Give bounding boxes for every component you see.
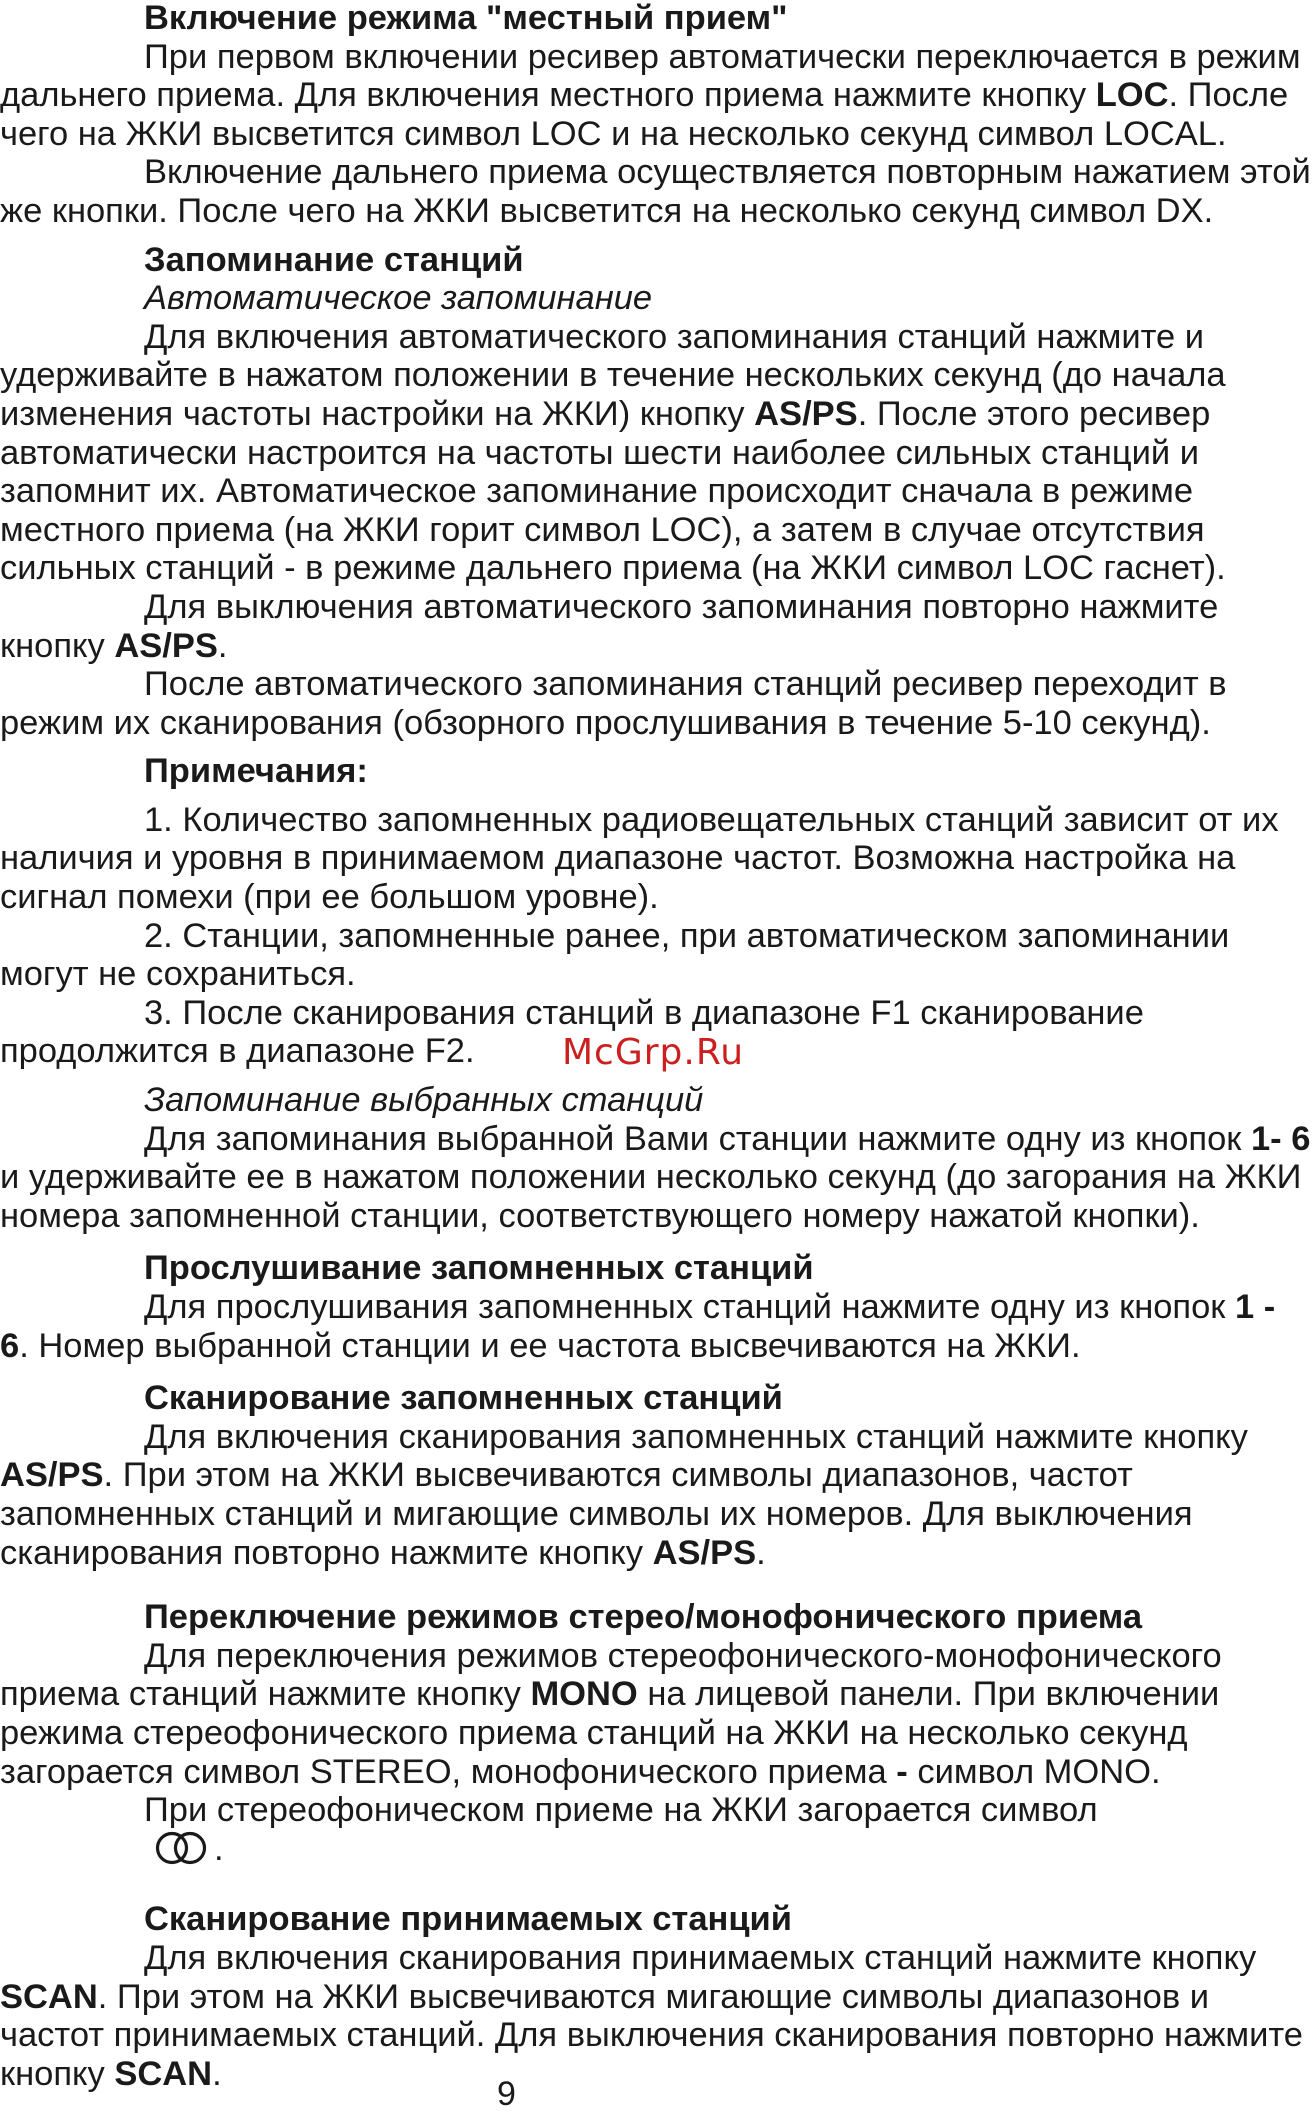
key-scan: SCAN xyxy=(114,2054,213,2093)
note-2: 2. Станции, запомненные ранее, при автоматическом запоминании могут не сохраниться. xyxy=(0,916,1230,994)
paragraph-memory-1: Для включения автоматического запоминания станций нажмите и удерживайте в нажатом положении в течение нескольких секунд (до начала изменения частоты настройки на ЖКИ) кнопку AS/PS. После этого ресивер автоматически настроится на частоты шести наиболее сильных станций и запомнит их. Автоматическое запоминание происходит сначала в режиме местного приема (на ЖКИ горит символ LOC), а затем в случае отсутствия сильных станций - в режиме дальнего приема (на ЖКИ символ LOC гаснет). xyxy=(0,317,1226,588)
paragraph-listen-1: Для прослушивания запомненных станций нажмите одну из кнопок 1 - 6. Номер выбранной станции и ее частота высвечиваются на ЖКИ. xyxy=(0,1288,1276,1365)
heading-scan-stored: Сканирование запомненных станций xyxy=(144,1379,783,1418)
key-mono: MONO xyxy=(530,1675,638,1714)
key-asps: AS/PS xyxy=(114,626,218,665)
page-number: 9 xyxy=(497,2075,516,2113)
heading-station-memory: Запоминание станций xyxy=(144,240,524,279)
stereo-indicator-icon xyxy=(6,1830,214,1875)
key-loc: LOC xyxy=(1095,76,1169,115)
paragraph-scan-stored-1: Для включения сканирования запомненных станций нажмите кнопку AS/PS. При этом на ЖКИ высвечиваются символы диапазонов, частот запомненных станций и мигающие символы их номеров. Для выключения сканирования повторно нажмите кнопку AS/PS. xyxy=(0,1417,1248,1572)
note-1: 1. Количество запомненных радиовещательных станций зависит от их наличия и уровня в принимаемом диапазоне частот. Возможна настройка на сигнал помехи (при ее большом уровне). xyxy=(0,800,1279,917)
key-asps: AS/PS xyxy=(652,1533,757,1572)
subheading-auto-memory: Автоматическое запоминание xyxy=(144,279,653,318)
key-scan: SCAN xyxy=(0,1977,98,2016)
heading-scan-received: Сканирование принимаемых станций xyxy=(144,1900,792,1939)
key-1-6: 1- 6 xyxy=(1250,1119,1311,1158)
key-asps: AS/PS xyxy=(754,394,858,433)
paragraph-local-2: Включение дальнего приема осуществляется повторным нажатием этой же кнопки. После чего на ЖКИ высветится на несколько секунд символ DX. xyxy=(0,153,1311,230)
paragraph-stereo-2: При стереофоническом приеме на ЖКИ загорается символ . xyxy=(0,1791,1313,1874)
key-1-6: 1 - 6 xyxy=(0,1288,1276,1365)
paragraph-memory-3: После автоматического запоминания станций ресивер переходит в режим их сканирования (обзорного прослушивания в течение 5-10 секунд). xyxy=(0,665,1227,742)
subheading-selected-memory: Запоминание выбранных станций xyxy=(144,1081,704,1120)
note-3: 3. После сканирования станций в диапазоне F1 сканирование продолжится в диапазоне F2. xyxy=(0,993,1144,1071)
paragraph-scan-received-1: Для включения сканирования принимаемых станций нажмите кнопку SCAN. При этом на ЖКИ высвечиваются мигающие символы диапазонов и частот принимаемых станций. Для выключения сканирования повторно нажмите кнопку SCAN. xyxy=(0,1938,1303,2093)
watermark: McGrp.Ru xyxy=(562,1032,745,1073)
key-asps: AS/PS xyxy=(0,1456,104,1495)
paragraph-local-1: При первом включении ресивер автоматически переключается в режим дальнего приема. Для включения местного приема нажмите кнопку LOC. После чего на ЖКИ высветится символ LOC и на несколько секунд символ LOCAL. xyxy=(0,37,1301,153)
paragraph-stereo-1: Для переключения режимов стереофонического-монофонического приема станций нажмите кнопку MONO на лицевой панели. При включении режима стереофонического приема станций на ЖКИ на несколько секунд загорается символ STEREO, монофонического приема - символ MONO. xyxy=(0,1636,1222,1791)
heading-stereo-mono: Переключение режимов стерео/монофонического приема xyxy=(144,1598,1143,1637)
heading-notes: Примечания: xyxy=(144,752,368,791)
paragraph-memory-4: Для запоминания выбранной Вами станции нажмите одну из кнопок 1- 6 и удерживайте ее в нажатом положении несколько секунд (до загорания на ЖКИ номера запомненной станции, соответствующего номеру нажатой кнопки). xyxy=(0,1119,1311,1235)
heading-listen-stored: Прослушивание запомненных станций xyxy=(144,1249,814,1288)
paragraph-memory-2: Для выключения автоматического запоминания повторно нажмите кнопку AS/PS. xyxy=(0,587,1219,665)
heading-local-reception: Включение режима "местный прием" xyxy=(144,0,788,37)
